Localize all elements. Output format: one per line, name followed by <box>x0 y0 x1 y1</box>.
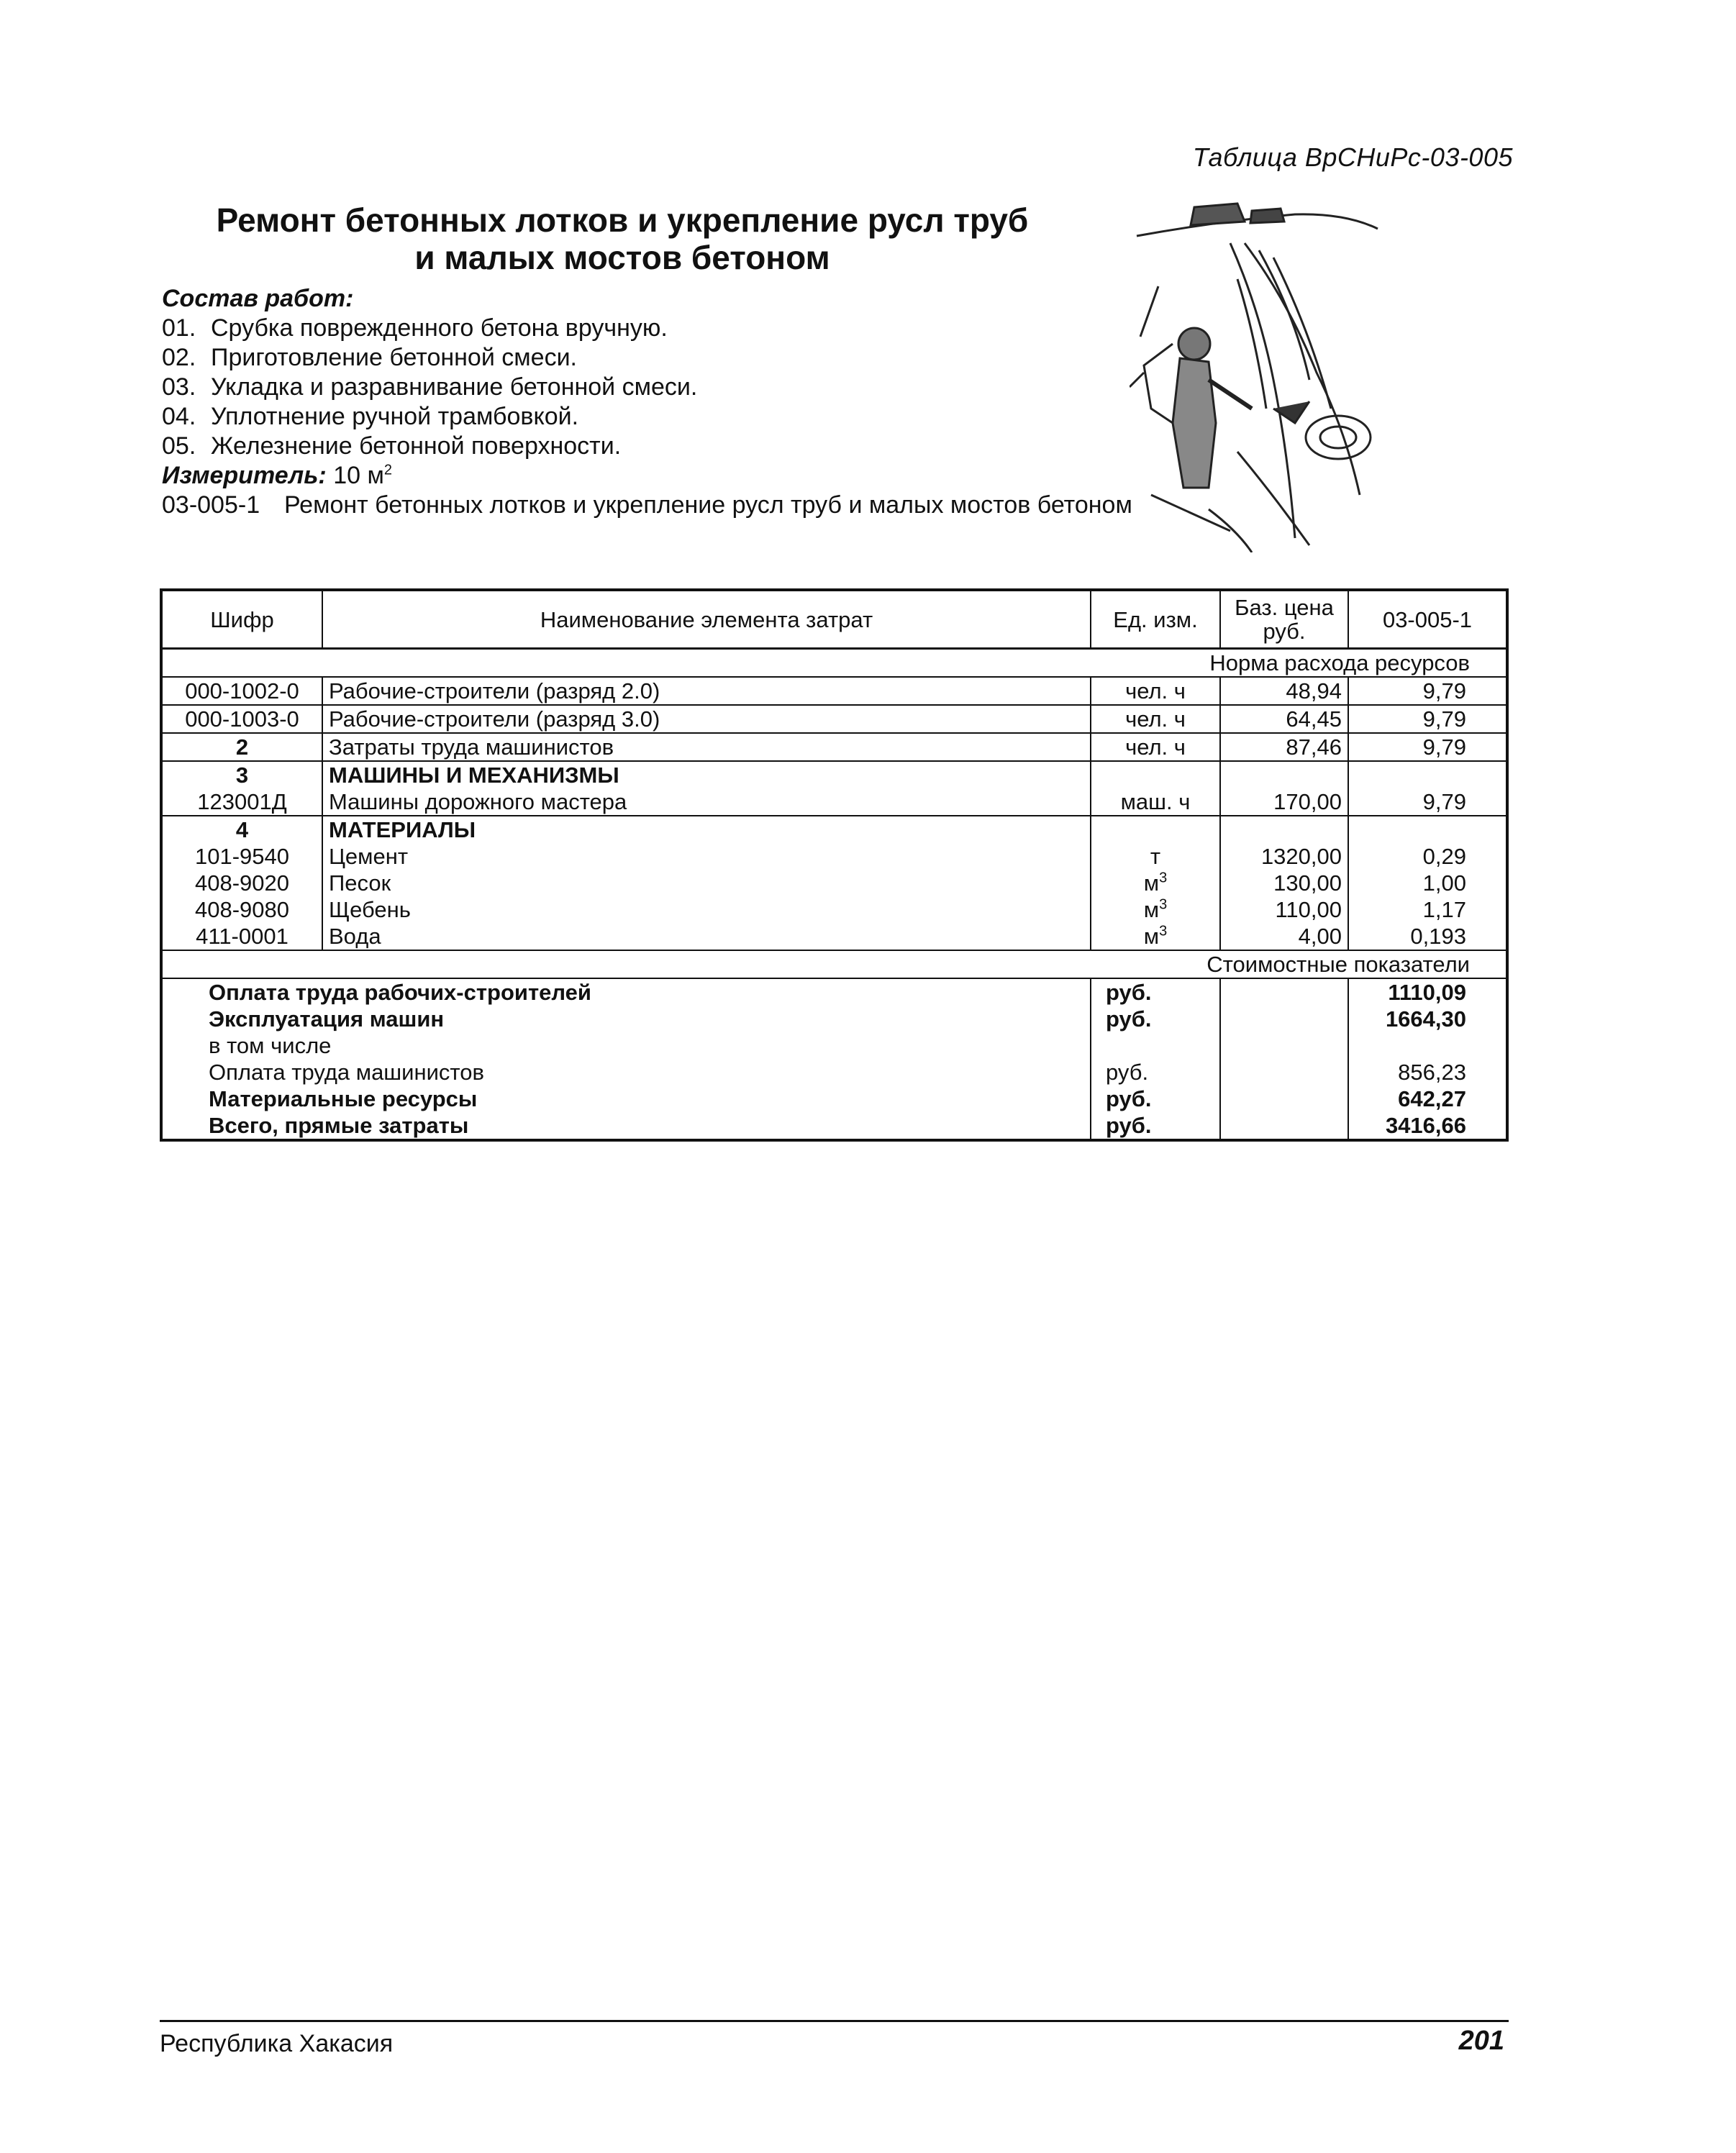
row-unit <box>1091 870 1220 896</box>
header-unit: Ед. изм. <box>1091 590 1220 649</box>
row-code: 000-1003-0 <box>161 705 322 733</box>
table-row <box>161 816 1507 843</box>
row-name: Машины дорожного мастера <box>322 788 1091 816</box>
resources-table <box>160 588 1509 1142</box>
cost-unit <box>1091 1032 1220 1059</box>
header-price: Баз. цена руб. <box>1220 590 1348 649</box>
row-unit: чел. ч <box>1091 733 1220 761</box>
row-code: 4 <box>161 816 322 843</box>
row-price: 1320,00 <box>1220 843 1348 870</box>
row-unit: маш. ч <box>1091 788 1220 816</box>
work-item-text: Железнение бетонной поверхности. <box>211 432 622 460</box>
row-price: 4,00 <box>1220 923 1348 950</box>
page-number: 201 <box>1458 2026 1504 2056</box>
title-line-2: и малых мостов бетоном <box>414 239 830 276</box>
cost-unit: руб. <box>1091 1112 1220 1140</box>
row-unit <box>1091 896 1220 923</box>
table-row <box>161 761 1507 788</box>
work-item <box>162 373 1255 402</box>
footer-region: Республика Хакасия <box>160 2030 394 2057</box>
row-name: Рабочие-строители (разряд 3.0) <box>322 705 1091 733</box>
meter-sup: 2 <box>383 462 392 478</box>
row-value: 0,29 <box>1422 844 1466 869</box>
header-norm: 03-005-1 <box>1348 590 1507 649</box>
row-code: 123001Д <box>161 788 322 816</box>
work-item <box>162 402 1255 432</box>
section-norm-row <box>161 649 1507 678</box>
section-norm-label: Норма расхода ресурсов <box>161 649 1507 678</box>
row-value: 9,79 <box>1348 733 1507 761</box>
row-value <box>1348 816 1507 843</box>
row-name: Щебень <box>322 896 1091 923</box>
row-price: 48,94 <box>1220 677 1348 705</box>
works-header: Состав работ: <box>162 285 354 312</box>
work-item-text: Уплотнение ручной трамбовкой. <box>211 403 579 430</box>
row-name: МАШИНЫ И МЕХАНИЗМЫ <box>322 761 1091 788</box>
cost-unit: руб. <box>1091 1006 1220 1032</box>
unit-text: м <box>1143 870 1160 896</box>
table-row <box>161 788 1507 816</box>
row-price: 64,45 <box>1220 705 1348 733</box>
work-item-number: 03. <box>162 373 196 401</box>
cost-row <box>161 1112 1507 1140</box>
works-description <box>162 284 1255 520</box>
cost-price-empty <box>1220 978 1348 1006</box>
row-unit <box>1091 816 1220 843</box>
row-unit <box>1091 761 1220 788</box>
norm-code-text: Ремонт бетонных лотков и укрепление русл труб и малых мостов бетоном <box>284 491 1132 519</box>
work-item-text: Срубка поврежденного бетона вручную. <box>211 314 668 342</box>
table-row <box>161 705 1507 733</box>
row-unit: чел. ч <box>1091 705 1220 733</box>
table-row <box>161 896 1507 923</box>
cost-name: Эксплуатация машин <box>161 1006 1091 1032</box>
work-item <box>162 314 1255 343</box>
cost-price-empty <box>1220 1112 1348 1140</box>
row-name: Вода <box>322 923 1091 950</box>
cost-value: 642,27 <box>1398 1086 1466 1111</box>
cost-unit: руб. <box>1091 978 1220 1006</box>
row-code: 411-0001 <box>161 923 322 950</box>
cost-value: 1110,09 <box>1388 980 1466 1005</box>
row-name: Цемент <box>322 843 1091 870</box>
table-label: Таблица ВрСНиРс-03-005 <box>1192 142 1513 172</box>
row-unit: т <box>1091 843 1220 870</box>
row-code: 408-9020 <box>161 870 322 896</box>
row-value: 9,79 <box>1348 705 1507 733</box>
cost-name: в том числе <box>161 1032 1091 1059</box>
unit-sup: 3 <box>1159 870 1168 886</box>
unit-text: м <box>1143 924 1160 949</box>
row-price <box>1220 816 1348 843</box>
row-price: 170,00 <box>1220 788 1348 816</box>
table-header-row <box>161 590 1507 649</box>
table-row <box>161 923 1507 950</box>
work-item-number: 04. <box>162 403 196 430</box>
table-row <box>161 677 1507 705</box>
row-unit <box>1091 923 1220 950</box>
row-price: 130,00 <box>1220 870 1348 896</box>
row-name: Затраты труда машинистов <box>322 733 1091 761</box>
cost-price-empty <box>1220 1059 1348 1085</box>
row-code: 3 <box>161 761 322 788</box>
row-code: 408-9080 <box>161 896 322 923</box>
meter-label: Измеритель: <box>162 462 327 489</box>
meter-value: 10 м <box>333 462 384 489</box>
row-value: 1,00 <box>1422 870 1466 896</box>
table-row <box>161 870 1507 896</box>
work-item-number: 01. <box>162 314 196 342</box>
work-item <box>162 432 1255 461</box>
cost-unit: руб. <box>1091 1059 1220 1085</box>
row-name: Песок <box>322 870 1091 896</box>
cost-value: 1664,30 <box>1385 1006 1466 1032</box>
cost-row <box>161 1085 1507 1112</box>
header-name: Наименование элемента затрат <box>322 590 1091 649</box>
row-value: 9,79 <box>1348 677 1507 705</box>
cost-name: Оплата труда машинистов <box>161 1059 1091 1085</box>
cost-row <box>161 978 1507 1006</box>
cost-value: 856,23 <box>1398 1060 1466 1085</box>
row-value: 1,17 <box>1422 897 1466 922</box>
row-value: 9,79 <box>1348 788 1507 816</box>
cost-price-empty <box>1220 1085 1348 1112</box>
cost-row <box>161 1059 1507 1085</box>
row-code: 000-1002-0 <box>161 677 322 705</box>
page-title <box>165 201 1079 276</box>
row-price: 110,00 <box>1220 896 1348 923</box>
row-price: 87,46 <box>1220 733 1348 761</box>
cost-name: Всего, прямые затраты <box>161 1112 1091 1140</box>
footer-divider <box>160 2020 1509 2022</box>
section-cost-row <box>161 950 1507 978</box>
cost-row <box>161 1006 1507 1032</box>
row-unit: чел. ч <box>1091 677 1220 705</box>
work-item-text: Приготовление бетонной смеси. <box>211 344 578 371</box>
cost-price-empty <box>1220 1006 1348 1032</box>
row-name: МАТЕРИАЛЫ <box>322 816 1091 843</box>
cost-name: Оплата труда рабочих-строителей <box>161 978 1091 1006</box>
meter <box>162 461 1255 491</box>
row-price <box>1220 761 1348 788</box>
row-value: 0,193 <box>1348 923 1507 950</box>
cost-row <box>161 1032 1507 1059</box>
work-item <box>162 343 1255 373</box>
cost-value <box>1348 1032 1507 1059</box>
table-row <box>161 733 1507 761</box>
section-cost-label: Стоимостные показатели <box>161 950 1507 978</box>
row-value <box>1348 761 1507 788</box>
row-code: 101-9540 <box>161 843 322 870</box>
work-item-number: 02. <box>162 344 196 371</box>
unit-text: м <box>1143 897 1160 922</box>
row-name: Рабочие-строители (разряд 2.0) <box>322 677 1091 705</box>
cost-unit: руб. <box>1091 1085 1220 1112</box>
unit-sup: 3 <box>1159 896 1168 913</box>
title-line-1: Ремонт бетонных лотков и укрепление русл труб <box>216 201 1029 239</box>
row-code: 2 <box>161 733 322 761</box>
norm-code: 03-005-1 <box>162 491 260 519</box>
header-code: Шифр <box>161 590 322 649</box>
cost-name: Материальные ресурсы <box>161 1085 1091 1112</box>
table-row <box>161 843 1507 870</box>
unit-sup: 3 <box>1159 923 1168 939</box>
work-item-number: 05. <box>162 432 196 460</box>
cost-value: 3416,66 <box>1385 1113 1466 1138</box>
work-item-text: Укладка и разравнивание бетонной смеси. <box>211 373 698 401</box>
norm-code-line <box>162 491 1255 520</box>
cost-price-empty <box>1220 1032 1348 1059</box>
